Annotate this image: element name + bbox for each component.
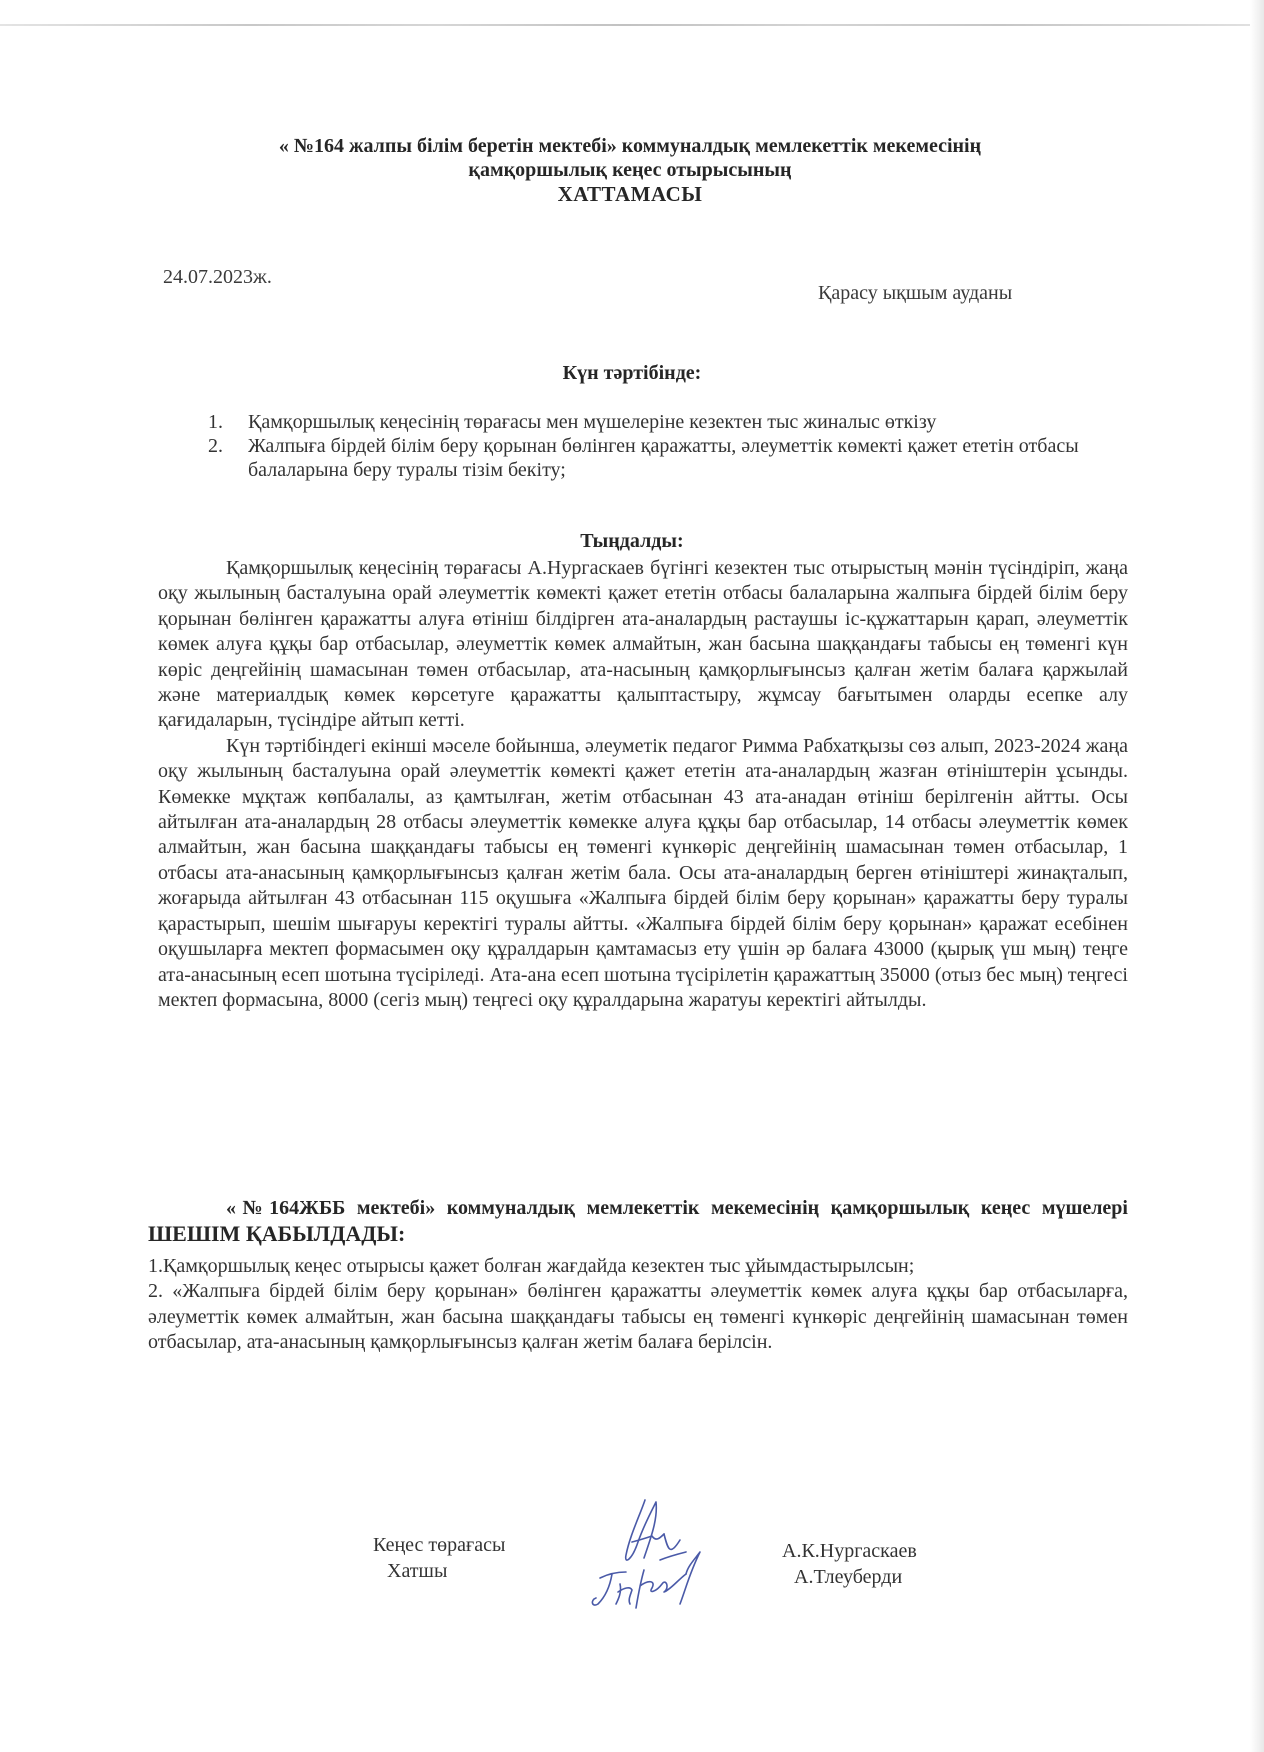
agenda-heading: Күн тәртібінде:: [562, 362, 702, 384]
header-line-1: « №164 жалпы білім беретін мектебі» коммуналдық мемлекеттік мекемесінің: [278, 135, 982, 157]
agenda-item-text: Қамқоршылық кеңесінің төрағасы мен мүшелеріне кезектен тыс жиналыс өткізу: [248, 411, 937, 433]
document-header: [150, 134, 1110, 206]
signature-roles: [373, 1532, 505, 1584]
name-secretary: А.Тлеуберди: [794, 1566, 903, 1588]
agenda-list: [208, 410, 1088, 482]
document-place: Қарасу ықшым ауданы: [818, 282, 1013, 304]
heard-paragraph: Қамқоршылық кеңесінің төрағасы А.Нургаскаев бүгінгі кезектен тыс отырыстың мәнін түсіндіріп, жаңа оқу жылының басталуына орай әлеуметтік көмекті қажет ететін отбасы балаларына жалпыға бірдей білім беру қорынан бөлінген қаражатты алуға өтініш білдірген ата-аналардың растаушы іс-құжаттарын қарап, әлеуметтік көмек алуға құқы бар отбасылар, әлеуметтік көмек алмайтын, жан басына шаққандағы табысы ең төменгі күн көріс деңгейінің шамасынан төмен отбасылар, ата-насының қамқорлығынсыз қалған жетім балаға қаржылай және материалдық көмек көрсетуге қаражатты қалыптастыру, жұмсау бағытымен оларды есепке алу қағидаларын, түсіндіре айтып кетті.: [158, 557, 1128, 732]
name-chairman: А.К.Нургаскаев: [782, 1540, 917, 1562]
agenda-item: [208, 434, 1088, 482]
decision-heading: [148, 1196, 1128, 1248]
document-title: ХАТТАМАСЫ: [557, 182, 703, 206]
signature-names: [782, 1538, 917, 1590]
scan-edge-right: [1250, 0, 1264, 1752]
agenda-item: [208, 410, 1088, 434]
document-date: 24.07.2023ж.: [163, 266, 272, 288]
handwritten-signature-icon: [560, 1480, 730, 1620]
heard-body: [158, 556, 1128, 1013]
decision-heading-prefix: «№164ЖББ мектебі» коммуналдық мемлекеттік мекемесінің қамқоршылық кеңес мүшелері: [226, 1197, 1128, 1219]
header-line-2: қамқоршылық кеңес отырысының: [468, 159, 792, 181]
role-chairman: Кеңес төрағасы: [373, 1534, 506, 1556]
agenda-item-text: Жалпыға бірдей білім беру қорынан бөлінген қаражатты, әлеуметтік көмекті қажет ететін отбасы балаларына беру туралы тізім бекіту;: [248, 435, 1079, 481]
decision-item: 1.Қамқоршылық кеңес отырысы қажет болған жағдайда кезектен тыс ұйымдастырылсын;: [148, 1255, 915, 1277]
heard-heading: Тыңдалды:: [580, 530, 684, 552]
decision-list: [148, 1254, 1128, 1356]
decision-item: 2. «Жалпыға бірдей білім беру қорынан» бөлінген қаражатты әлеуметтік көмек алуға құқы бар отбасыларға, әлеуметтік көмек алмайтын, жан басына шаққандағы табысы ең төменгі күнкөріс деңгейінің шамасынан төмен отбасылар, ата-анасының қамқорлығынсыз қалған жетім балаға берілсін.: [148, 1280, 1128, 1354]
scan-edge-top: [0, 24, 1250, 26]
agenda-item-number: 1.: [208, 411, 223, 433]
heard-paragraph: Күн тәртібіндегі екінші мәселе бойынша, әлеуметік педагог Римма Рабхатқызы сөз алып, 2023-2024 жаңа оқу жылының басталуына орай әлеуметтік көмекті қажет ететін ата-аналардың жазған өтініштерін ұсынды. Көмекке мұқтаж көпбалалы, аз қамтылған, жетім отбасынан 43 ата-анадан өтініш берілгенін айтты. Осы айтылған ата-аналардың 28 отбасы әлеуметтік көмекке алуға құқы бар отбасылар, 14 отбасы әлеуметтік көмек алмайтын, жан басына шаққандағы табысы ең төменгі күнкөріс деңгейінің шамасынан төмен отбасылар, 1 отбасы ата-анасының қамқорлығынсыз қалған жетім бала. Осы ата-аналардың берген өтініштері жинақталып, жоғарыда айтылған 43 отбасынан 115 оқушыға «Жалпыға бірдей білім беру қорынан» қаражатты беру туралы қарастырып, шешім шығаруы керектігі туралы айтты. «Жалпыға бірдей білім беру қорынан» қаражат есебінен оқушыларға мектеп формасымен оқу құралдарын қамтамасыз ету үшін әр балаға 43000 (қырық үш мың) теңге ата-анасының есеп шотына түсіріледі. Ата-ана есеп шотына түсірілетін қаражаттың 35000 (отыз бес мың) теңгесі мектеп формасына, 8000 (сегіз мың) теңгесі оқу құралдарына жаратуы керектігі айтылды.: [158, 734, 1128, 1011]
role-secretary: Хатшы: [387, 1560, 448, 1582]
agenda-item-number: 2.: [208, 435, 223, 457]
decision-heading-emphasis: ШЕШІМ ҚАБЫЛДАДЫ:: [148, 1221, 406, 1246]
